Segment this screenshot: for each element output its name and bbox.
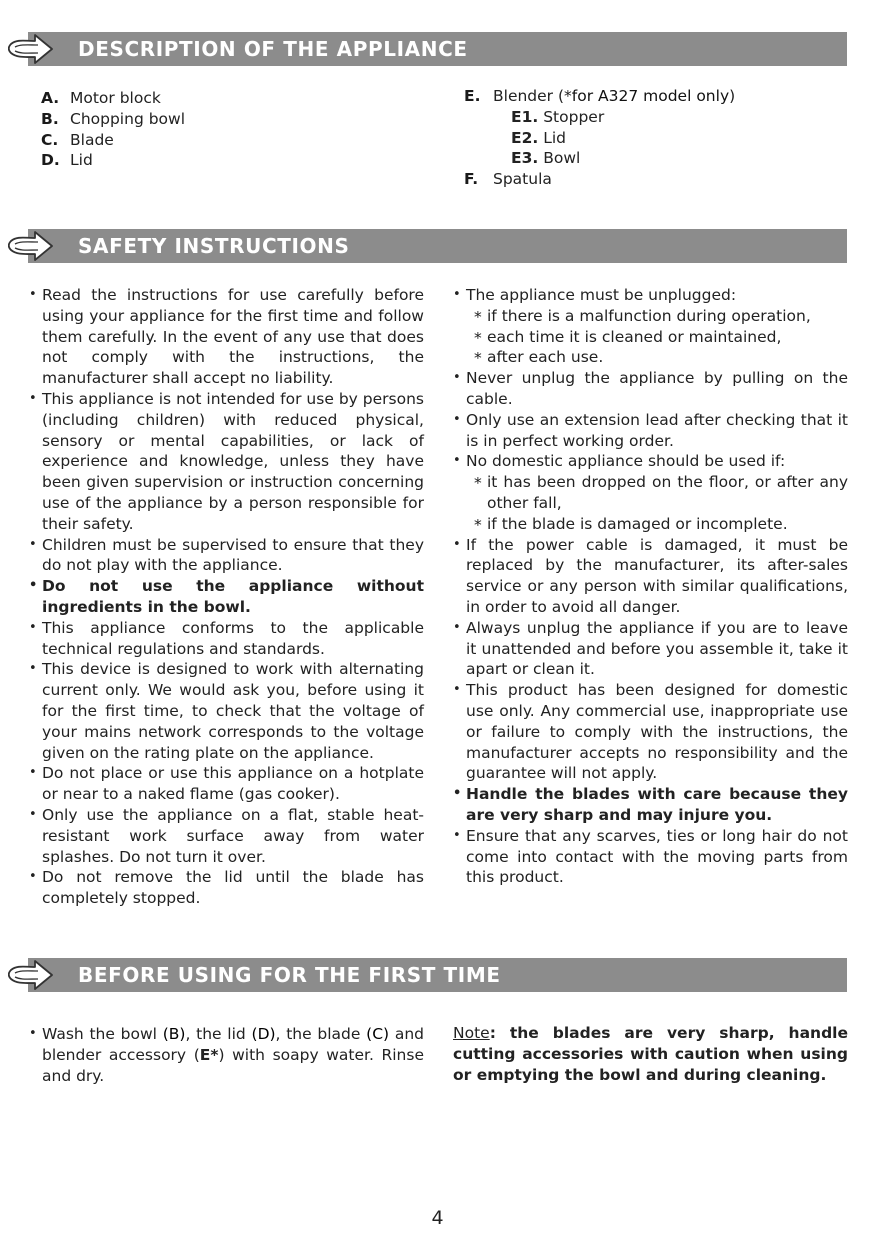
- item-letter: E.: [464, 87, 481, 105]
- sub-item: * each time it is cleaned or maintained,: [466, 327, 848, 348]
- blender-part: [464, 107, 846, 128]
- ref-lid: (D): [251, 1025, 276, 1043]
- safety-item-warning: • Do not use the appliance without ingredients in the bowl.: [29, 576, 424, 618]
- safety-item: • Never unplug the appliance by pulling on the cable.: [453, 368, 848, 410]
- blender-part: [464, 148, 846, 169]
- section-banner-description: [28, 32, 847, 66]
- wash-text: and blender accessory (: [42, 1025, 424, 1064]
- wash-text: , the lid: [185, 1025, 252, 1043]
- section-title: BEFORE USING FOR THE FIRST TIME: [78, 963, 501, 987]
- description-item-blender: [464, 86, 846, 107]
- safety-item: • This product has been designed for domestic use only. Any commercial use, inappropriate use or failure to comply with the instructions, the manufacturer accepts no responsibility and the guarantee will not apply.: [453, 680, 848, 784]
- section-title: SAFETY INSTRUCTIONS: [78, 234, 350, 258]
- description-item-spatula: [464, 169, 846, 190]
- arrow-icon: [8, 959, 56, 991]
- part-code: E3.: [511, 149, 539, 168]
- safety-item: [453, 451, 848, 534]
- description-item: [41, 109, 423, 130]
- model-note: for A327 model only: [571, 87, 730, 105]
- arrow-icon: [8, 230, 56, 262]
- section-banner-first-use: [28, 958, 847, 992]
- first-use-left-column: [29, 1024, 424, 1086]
- close-paren: ): [729, 87, 736, 105]
- safety-right-column: [453, 285, 848, 888]
- safety-item: • Always unplug the appliance if you are to leave it unattended and before you assemble it, take it apart or clean it.: [453, 618, 848, 680]
- ref-blade: (C): [366, 1025, 390, 1043]
- item-text: Motor block: [70, 89, 161, 107]
- sub-item: * if the blade is damaged or incomplete.: [466, 514, 848, 535]
- sub-item: * if there is a malfunction during operation,: [466, 306, 848, 327]
- part-code: E1.: [511, 107, 539, 126]
- item-letter: C.: [41, 130, 59, 149]
- safety-item: • Children must be supervised to ensure that they do not play with the appliance.: [29, 535, 424, 577]
- model-note-star: *: [564, 87, 572, 105]
- safety-item: • This device is designed to work with alternating current only. We would ask you, before using it for the first time, to check that the voltage of your mains network corresponds to the voltage given on the rating plate on the appliance.: [29, 659, 424, 763]
- description-left-list: [41, 88, 423, 171]
- safety-item: • Only use the appliance on a flat, stable heat-resistant work surface away from water splashes. Do not turn it over.: [29, 805, 424, 867]
- safety-item: • This appliance conforms to the applicable technical regulations and standards.: [29, 618, 424, 660]
- part-text: Bowl: [543, 149, 581, 168]
- safety-item: • Only use an extension lead after checking that it is in perfect working order.: [453, 410, 848, 452]
- safety-item: [453, 285, 848, 368]
- arrow-icon: [8, 33, 56, 65]
- description-item: [41, 130, 423, 151]
- blender-part: [464, 128, 846, 149]
- safety-item: • Do not remove the lid until the blade has completely stopped.: [29, 867, 424, 909]
- item-letter: F.: [464, 170, 479, 189]
- section-banner-safety: [28, 229, 847, 263]
- safety-left-column: [29, 285, 424, 909]
- safety-item-warning: • Handle the blades with care because they are very sharp and may injure you.: [453, 784, 848, 826]
- item-text: Chopping bowl: [70, 109, 186, 128]
- item-letter: A.: [41, 89, 60, 107]
- blade-note: [453, 1023, 848, 1085]
- section-title: DESCRIPTION OF THE APPLIANCE: [78, 37, 468, 61]
- safety-item: • Do not place or use this appliance on a hotplate or near to a naked flame (gas cooker).: [29, 763, 424, 805]
- safety-item: • This appliance is not intended for use by persons (including children) with reduced physical, sensory or mental capabilities, or lack of experience and knowledge, unless they have been given supervision or instruction concerning use of the appliance by a person responsible for their safety.: [29, 389, 424, 535]
- no-use-intro: • No domestic appliance should be used if:: [466, 452, 786, 471]
- wash-text: Wash the bowl: [42, 1025, 163, 1043]
- description-item: [41, 88, 423, 109]
- safety-item: • Ensure that any scarves, ties or long hair do not come into contact with the moving parts from this product.: [453, 826, 848, 888]
- item-text: Blender (: [493, 87, 565, 105]
- safety-item: • If the power cable is damaged, it must be replaced by the manufacturer, its after-sales service or any person with similar qualifications, in order to avoid all danger.: [453, 535, 848, 618]
- description-item: [41, 150, 423, 171]
- part-text: Lid: [543, 128, 566, 147]
- page-number: 4: [431, 1207, 444, 1229]
- item-letter: D.: [41, 151, 60, 170]
- wash-text: , the blade: [275, 1025, 367, 1043]
- description-right-list: [464, 86, 846, 190]
- part-text: Stopper: [543, 107, 605, 126]
- ref-bowl: (B): [162, 1025, 186, 1043]
- wash-instruction: [29, 1024, 424, 1086]
- item-text: Lid: [70, 151, 93, 170]
- wash-text: ) with soapy water. Rinse and dry.: [42, 1045, 424, 1085]
- sub-item: * it has been dropped on the floor, or after any other fall,: [466, 472, 848, 514]
- item-text: Blade: [70, 130, 114, 149]
- sub-item: * after each use.: [466, 347, 848, 368]
- note-label: Note: [453, 1024, 490, 1042]
- safety-item: • Read the instructions for use carefully before using your appliance for the first time and follow them carefully. In the event of any use that does not comply with the instructions, the manufacturer shall accept no liability.: [29, 285, 424, 389]
- item-letter: B.: [41, 109, 59, 128]
- ref-blender: E*: [199, 1045, 219, 1064]
- part-code: E2.: [511, 128, 539, 147]
- unplug-intro: • The appliance must be unplugged:: [466, 286, 737, 304]
- item-text: Spatula: [493, 170, 552, 189]
- note-text: : the blades are very sharp, handle cutting accessories with caution when using or emptying the bowl and during cleaning.: [453, 1024, 848, 1084]
